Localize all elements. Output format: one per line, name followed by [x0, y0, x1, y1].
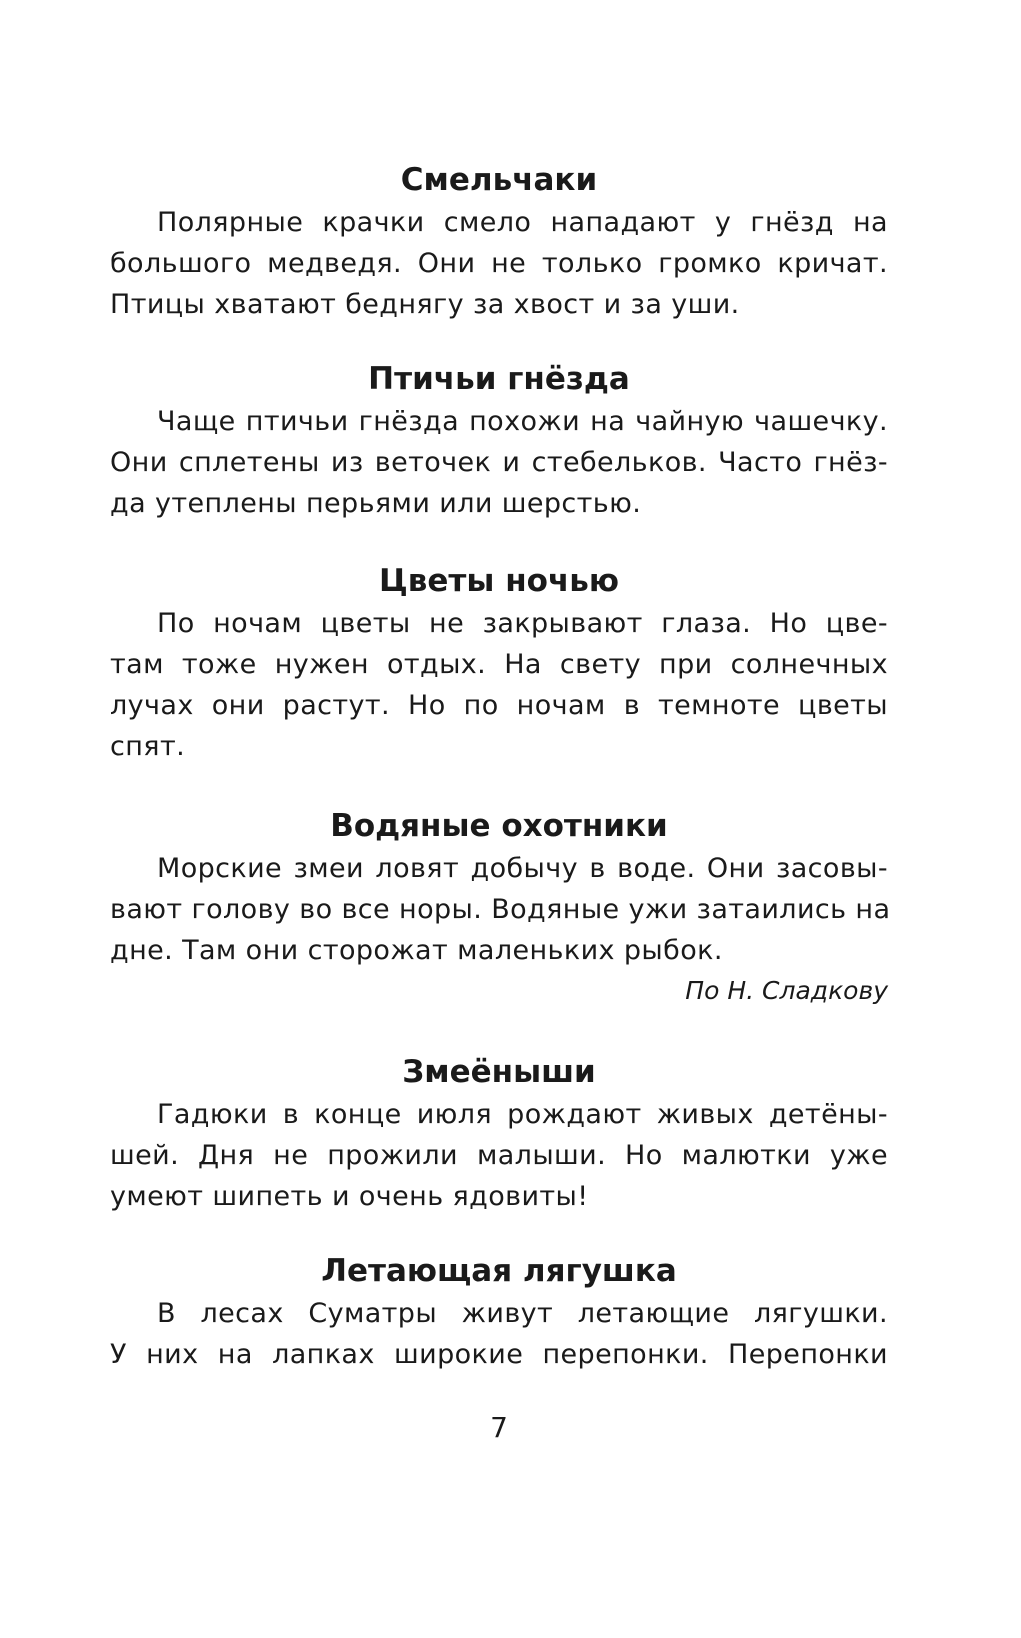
text-line: да утеплены перьями или шерстью.	[110, 488, 642, 519]
text-line: В лесах Суматры живут летающие лягушки.	[157, 1298, 888, 1329]
text-line: дне. Там они сторожат маленьких рыбок.	[110, 935, 723, 966]
section-title: Водяные охотники	[330, 808, 668, 844]
section-text	[110, 202, 888, 325]
text-line: Полярные крачки смело нападают у гнёзд на	[157, 207, 888, 238]
text-line: Чаще птичьи гнёзда похожи на чайную чашечку.	[157, 406, 888, 437]
text-line: спят.	[110, 731, 186, 762]
text-line: У них на лапках широкие перепонки. Перепонки	[110, 1339, 888, 1370]
text-line: там тоже нужен отдых. На свету при солнечных	[110, 649, 888, 680]
text-line: лучах они растут. Но по ночам в темноте цветы	[110, 690, 888, 721]
section-vodyanye-okhotniki	[110, 804, 891, 1011]
section-title: Летающая лягушка	[321, 1253, 677, 1289]
section-zmeyonyshi	[110, 1050, 888, 1217]
section-title: Змеёныши	[402, 1054, 596, 1090]
section-text	[110, 1293, 888, 1375]
section-title: Птичьи гнёзда	[368, 361, 630, 397]
text-line: вают голову во все норы. Водяные ужи затаились на	[110, 894, 891, 925]
text-line: Морские змеи ловят добычу в воде. Они засовы-	[157, 853, 888, 884]
text-line: шей. Дня не прожили малыши. Но малютки уже	[110, 1140, 888, 1171]
author-attribution: По Н. Сладкову	[685, 976, 888, 1005]
section-tsvety-nochyu	[110, 559, 888, 767]
section-smelchaki	[110, 158, 888, 325]
section-text	[110, 1094, 888, 1217]
section-text	[110, 401, 888, 524]
text-line: По ночам цветы не закрывают глаза. Но цве-	[157, 608, 888, 639]
section-letayushchaya-lyagushka	[110, 1249, 888, 1375]
section-text	[110, 603, 888, 767]
section-title: Цветы ночью	[379, 563, 619, 599]
section-text	[110, 848, 891, 971]
text-line: Гадюки в конце июля рождают живых детёны-	[157, 1099, 888, 1130]
text-line: большого медведя. Они не только громко кричат.	[110, 248, 888, 279]
text-line: Птицы хватают беднягу за хвост и за уши.	[110, 289, 740, 320]
text-line: умеют шипеть и очень ядовиты!	[110, 1181, 589, 1212]
page-number: 7	[490, 1411, 508, 1444]
section-ptichi-gnezda	[110, 357, 888, 524]
text-line: Они сплетены из веточек и стебельков. Часто гнёз-	[110, 447, 888, 478]
section-title: Смельчаки	[400, 162, 598, 198]
